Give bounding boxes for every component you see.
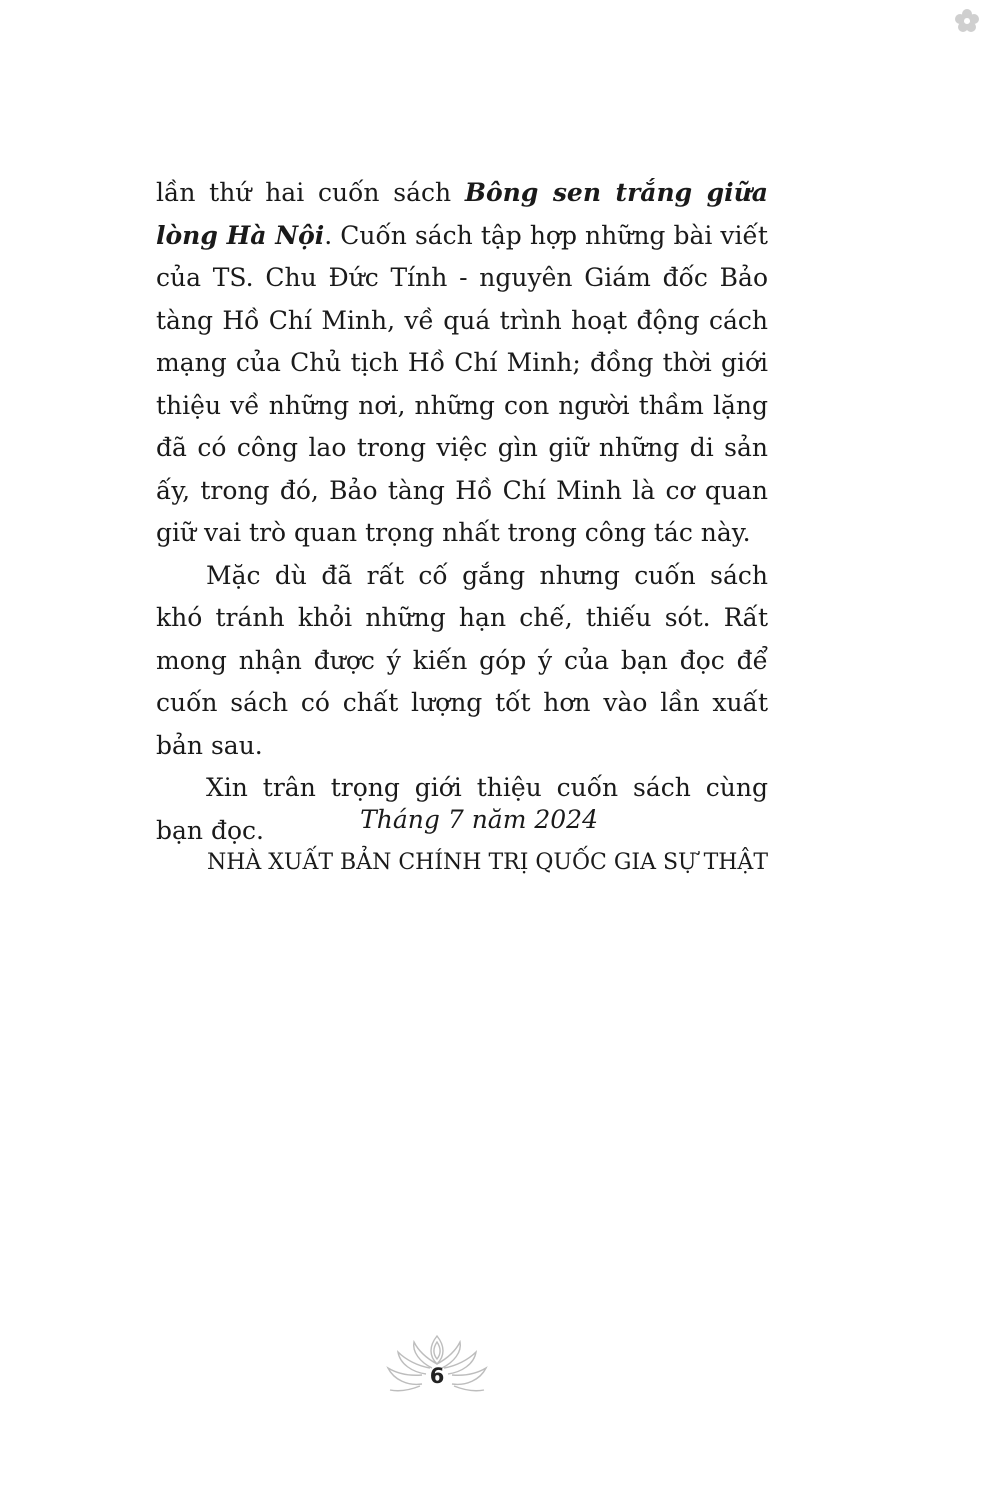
page-footer [382, 1330, 492, 1400]
body-text [156, 172, 768, 852]
book-title: Bông sen trắng giữa lòng Hà Nội [156, 178, 768, 250]
paragraph-2: Mặc dù đã rất cố gắng nhưng cuốn sách khó tránh khỏi những hạn chế, thiếu sót. Rất mong nhận được ý kiến góp ý của bạn đọc để cuốn sách có chất lượng tốt hơn vào lần xuất bản sau. [156, 560, 768, 760]
signature-block [156, 800, 768, 886]
publisher-name: NHÀ XUẤT BẢN CHÍNH TRỊ QUỐC GIA SỰ THẬT [206, 850, 768, 875]
flower-ornament-icon [954, 8, 980, 34]
page-number: 6 [429, 1364, 445, 1388]
paragraph-1-rest: . Cuốn sách tập hợp những bài viết của TS. Chu Đức Tính - nguyên Giám đốc Bảo tàng Hồ Chí Minh, về quá trình hoạt động cách mạng của Chủ tịch Hồ Chí Minh; đồng thời giới thiệu về những nơi, những con người thầm lặng đã có công lao trong việc gìn giữ những di sản ấy, trong đó, Bảo tàng Hồ Chí Minh là cơ quan giữ vai trò quan trọng nhất trong công tác này. [156, 220, 768, 547]
paragraph-1-intro: lần thứ hai cuốn sách [156, 178, 465, 207]
paragraph-1 [156, 172, 768, 555]
signature-date: Tháng 7 năm 2024 [360, 805, 598, 834]
paragraph-3: Xin trân trọng giới thiệu cuốn sách cùng bạn đọc. [156, 773, 768, 845]
